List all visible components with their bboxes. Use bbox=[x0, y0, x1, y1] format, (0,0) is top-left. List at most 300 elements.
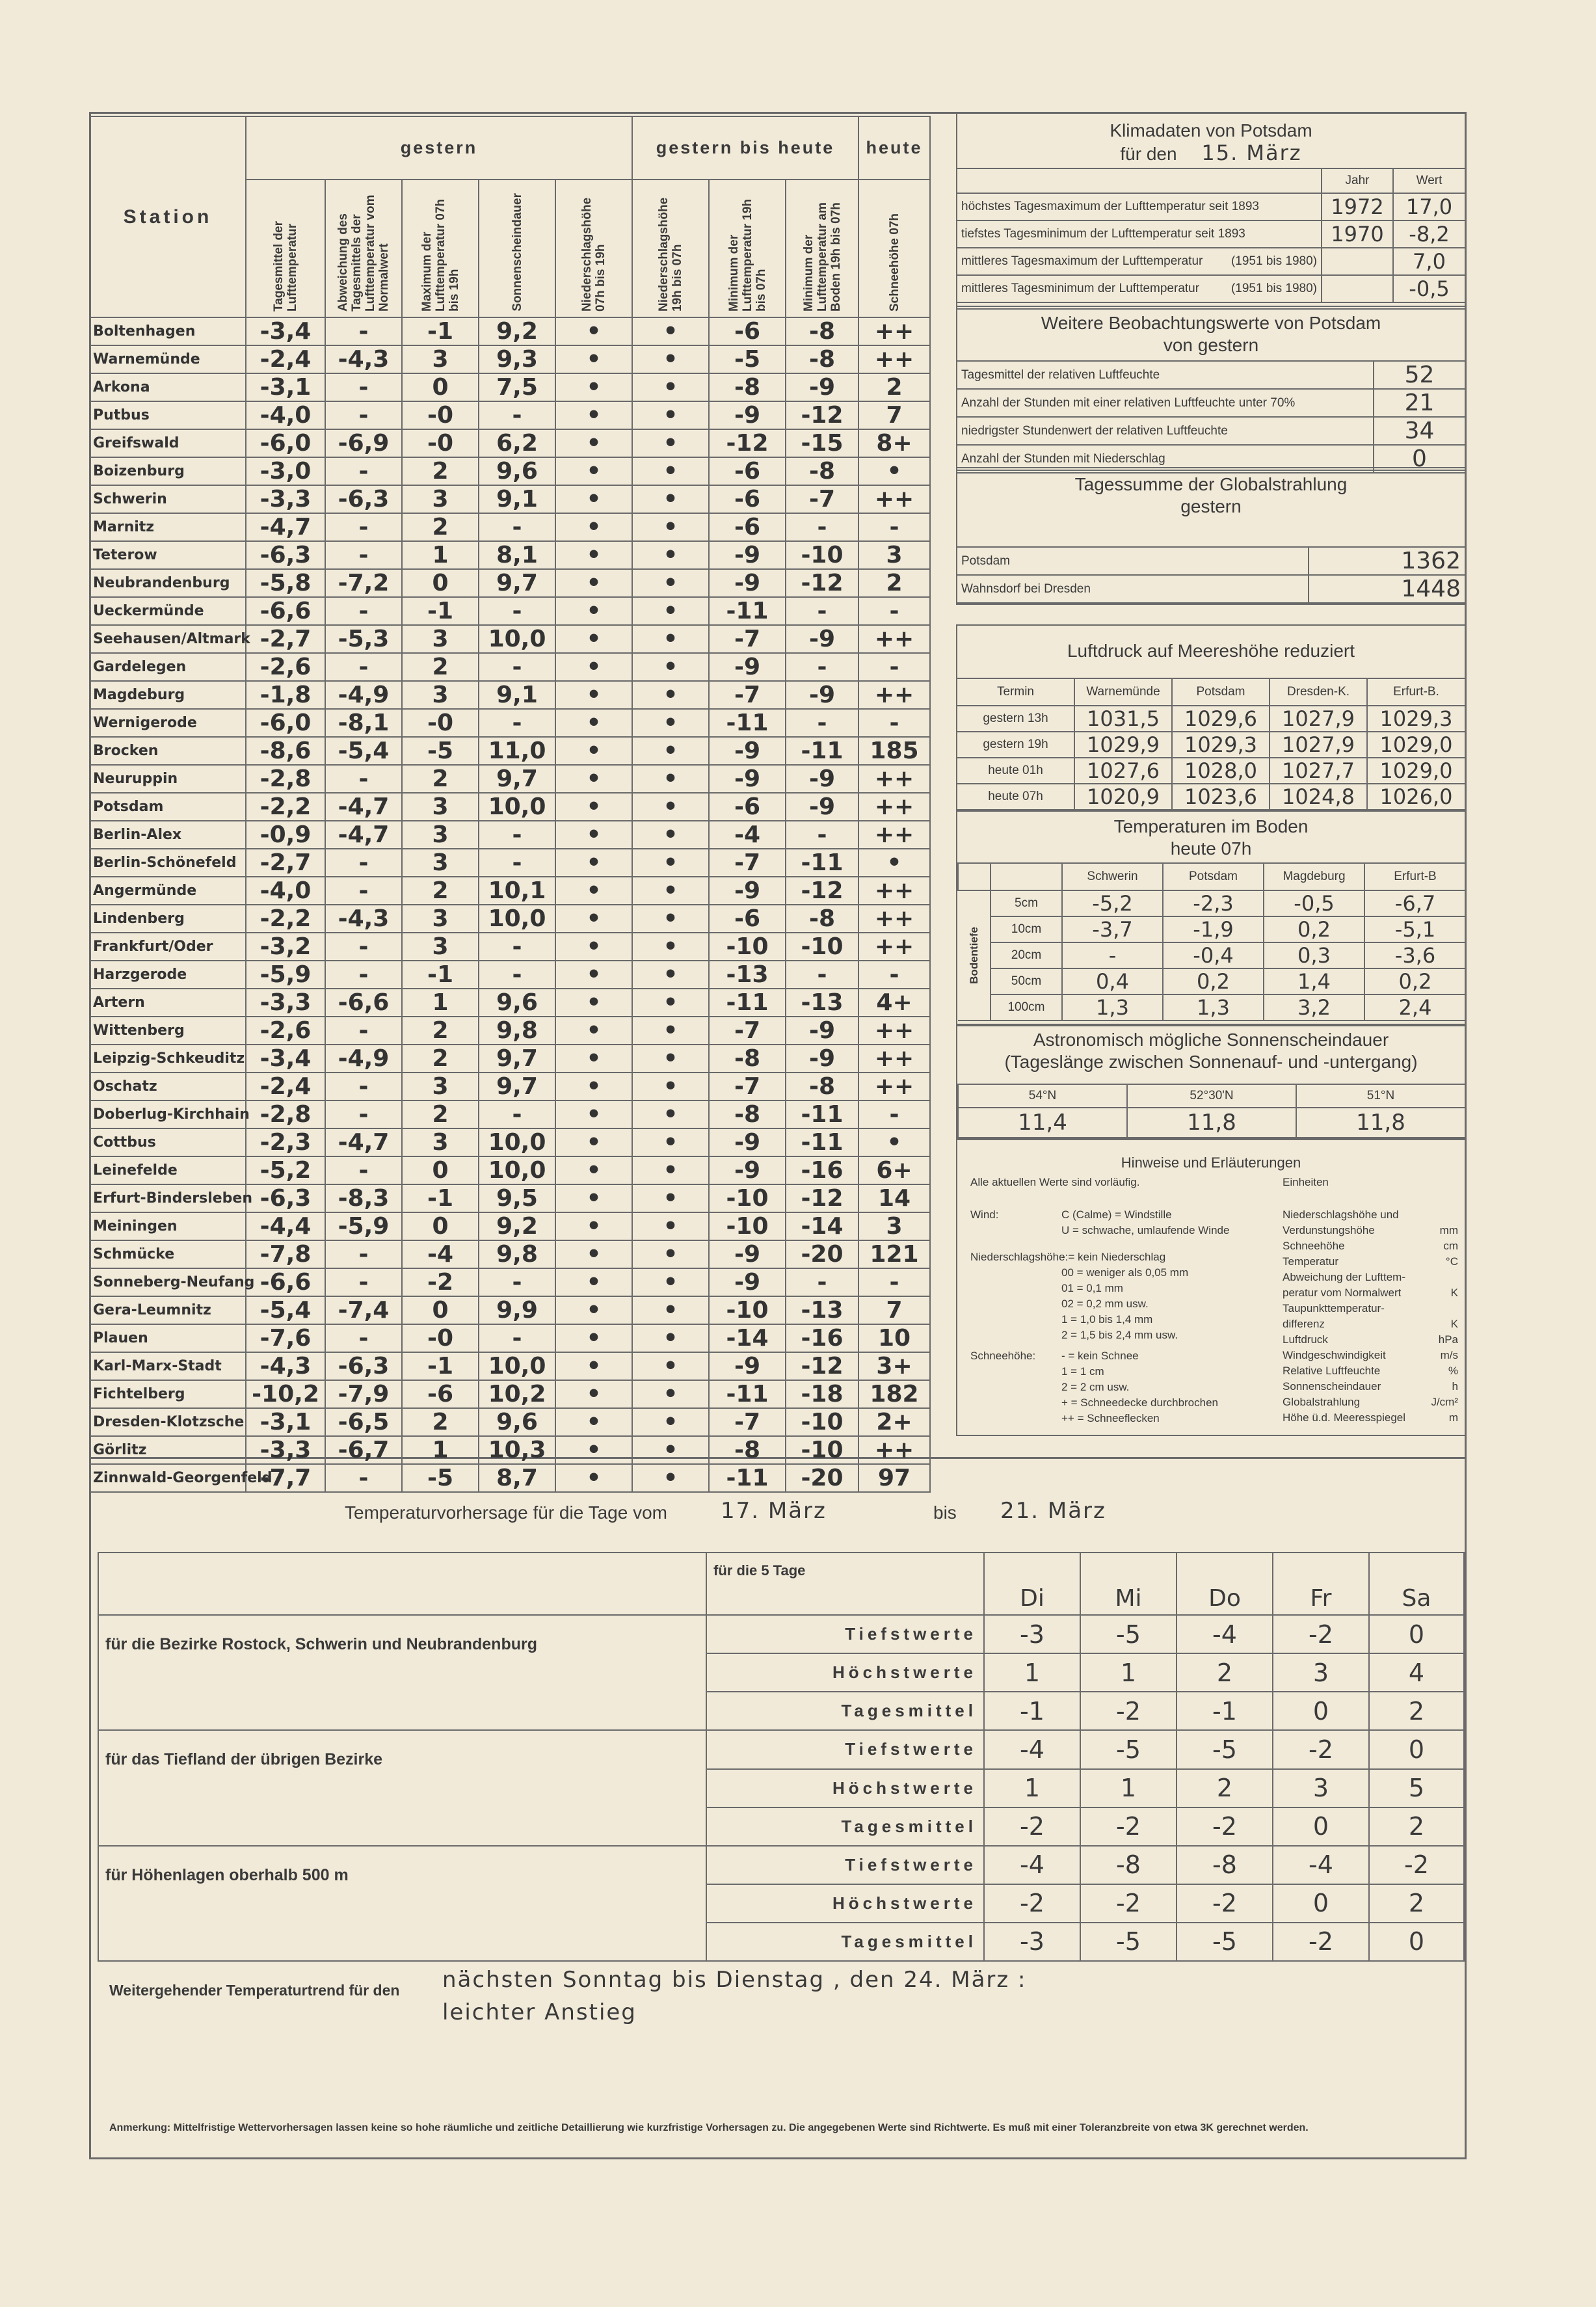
station-value: 3 bbox=[402, 1073, 479, 1100]
station-value: -6,5 bbox=[325, 1408, 402, 1436]
station-value: -1 bbox=[402, 597, 479, 625]
column-header-label: Tagesmittel der Lufttemperatur bbox=[272, 220, 299, 312]
station-value: 2 bbox=[402, 1100, 479, 1128]
station-row bbox=[90, 933, 930, 961]
forecast-value: 4 bbox=[1369, 1653, 1464, 1692]
forecast-value: -5 bbox=[1177, 1923, 1273, 1961]
weitere-body bbox=[957, 361, 1465, 473]
station-value: • bbox=[555, 317, 632, 345]
station-value: -4,7 bbox=[325, 821, 402, 849]
station-value: -6,0 bbox=[246, 429, 325, 457]
station-value: - bbox=[479, 709, 555, 737]
weitere-row-label: niedrigster Stundenwert der relativen Luftfeuchte bbox=[957, 417, 1374, 445]
weitere-row-label: Tagesmittel der relativen Luftfeuchte bbox=[957, 361, 1374, 389]
boden-value: -6,7 bbox=[1364, 890, 1465, 916]
station-value: • bbox=[555, 681, 632, 709]
unit-row bbox=[1283, 1363, 1458, 1379]
station-row bbox=[90, 1128, 930, 1156]
unit-row bbox=[1283, 1410, 1458, 1426]
nieder-legend-item: 2 = 1,5 bis 2,4 mm usw. bbox=[1061, 1329, 1178, 1341]
forecast-value: -4 bbox=[1177, 1615, 1273, 1653]
station-row bbox=[90, 429, 930, 457]
station-value: • bbox=[632, 1100, 709, 1128]
global-row-label: Wahnsdorf bei Dresden bbox=[957, 575, 1309, 603]
station-value: 3 bbox=[402, 345, 479, 373]
station-value: -8 bbox=[709, 1100, 786, 1128]
sonne-header-row bbox=[958, 1084, 1465, 1108]
unit-row bbox=[1283, 1394, 1458, 1410]
station-value: - bbox=[325, 849, 402, 877]
station-value: 8+ bbox=[858, 429, 930, 457]
klimadaten-panel bbox=[956, 112, 1466, 310]
station-value: 9,7 bbox=[479, 765, 555, 793]
station-value: -6,3 bbox=[246, 1184, 325, 1212]
station-value: 3 bbox=[402, 933, 479, 961]
unit-label: Abweichung der Lufttem- bbox=[1283, 1271, 1405, 1283]
forecast-value: -4 bbox=[984, 1730, 1080, 1768]
station-value: -5,2 bbox=[246, 1156, 325, 1184]
station-value: -4 bbox=[709, 821, 786, 849]
luftdruck-header: Erfurt-B. bbox=[1367, 678, 1465, 706]
forecast-row-label: Tiefstwerte bbox=[706, 1846, 984, 1884]
station-name: Lindenberg bbox=[90, 905, 246, 933]
station-value: - bbox=[479, 961, 555, 989]
station-value: 2 bbox=[402, 1017, 479, 1045]
station-value: 9,5 bbox=[479, 1184, 555, 1212]
boden-title: Temperaturen im Boden bbox=[1113, 816, 1309, 836]
klimadaten-date: 15. März bbox=[1201, 140, 1302, 165]
station-value: 10,2 bbox=[479, 1380, 555, 1408]
station-value: - bbox=[858, 961, 930, 989]
station-value: -12 bbox=[786, 877, 858, 905]
station-value: -5,3 bbox=[325, 625, 402, 653]
station-row bbox=[90, 1240, 930, 1268]
station-row bbox=[90, 961, 930, 989]
station-value: 3 bbox=[402, 485, 479, 513]
station-value: -18 bbox=[786, 1380, 858, 1408]
station-value: -7 bbox=[709, 1073, 786, 1100]
station-value: • bbox=[555, 625, 632, 653]
station-name: Wernigerode bbox=[90, 709, 246, 737]
unit-label: Globalstrahlung bbox=[1283, 1396, 1361, 1408]
station-value: -9 bbox=[709, 1128, 786, 1156]
column-header-3 bbox=[402, 180, 479, 317]
station-value: -9 bbox=[709, 541, 786, 569]
luftdruck-value: 1029,0 bbox=[1367, 758, 1465, 784]
station-row bbox=[90, 1436, 930, 1464]
station-value: 2 bbox=[402, 877, 479, 905]
luftdruck-value: 1024,8 bbox=[1270, 784, 1367, 810]
luftdruck-value: 1029,0 bbox=[1367, 732, 1465, 758]
station-value: 4+ bbox=[858, 989, 930, 1017]
station-value: • bbox=[632, 961, 709, 989]
luftdruck-value: 1028,0 bbox=[1172, 758, 1270, 784]
forecast-row-label: Tiefstwerte bbox=[706, 1615, 984, 1653]
station-value: -3,1 bbox=[246, 1408, 325, 1436]
sonne-value: 11,4 bbox=[958, 1108, 1127, 1138]
station-value: -10 bbox=[786, 1408, 858, 1436]
luftdruck-termin: gestern 13h bbox=[957, 706, 1074, 732]
unit-symbol: cm bbox=[1443, 1240, 1458, 1252]
station-value: ++ bbox=[858, 625, 930, 653]
station-value: - bbox=[325, 1100, 402, 1128]
station-value: -12 bbox=[786, 1352, 858, 1380]
station-name: Frankfurt/Oder bbox=[90, 933, 246, 961]
station-value: • bbox=[632, 1184, 709, 1212]
forecast-value: -1 bbox=[1177, 1692, 1273, 1730]
station-value: 9,3 bbox=[479, 345, 555, 373]
klima-row bbox=[957, 275, 1465, 302]
station-value: -10 bbox=[786, 933, 858, 961]
forecast-value: -3 bbox=[984, 1615, 1080, 1653]
station-value: 9,6 bbox=[479, 989, 555, 1017]
klima-row-period: (1951 bis 1980) bbox=[1230, 254, 1317, 268]
forecast-to: 21. März bbox=[1000, 1498, 1106, 1524]
station-value: 97 bbox=[858, 1464, 930, 1492]
weitere-panel bbox=[956, 306, 1466, 471]
column-header-label: Schneehöhe 07h bbox=[887, 213, 901, 312]
station-value: • bbox=[632, 821, 709, 849]
station-row bbox=[90, 1073, 930, 1100]
station-value: 2 bbox=[858, 373, 930, 401]
station-value: • bbox=[555, 653, 632, 681]
station-value: -12 bbox=[709, 429, 786, 457]
station-value: -7 bbox=[786, 485, 858, 513]
sonne-table bbox=[957, 1084, 1466, 1138]
weitere-row-label: Anzahl der Stunden mit Niederschlag bbox=[957, 445, 1374, 473]
station-value: 0 bbox=[402, 1296, 479, 1324]
station-name: Schmücke bbox=[90, 1240, 246, 1268]
station-value: 2 bbox=[402, 513, 479, 541]
unit-symbol: m bbox=[1448, 1411, 1458, 1424]
luftdruck-value: 1029,3 bbox=[1367, 706, 1465, 732]
station-value: • bbox=[555, 1296, 632, 1324]
luftdruck-value: 1020,9 bbox=[1074, 784, 1172, 810]
globalstrahlung-panel bbox=[956, 467, 1466, 605]
boden-value: 0,2 bbox=[1364, 968, 1465, 994]
station-value: ++ bbox=[858, 765, 930, 793]
luftdruck-header: Dresden-K. bbox=[1270, 678, 1367, 706]
station-row bbox=[90, 457, 930, 485]
station-value: -13 bbox=[786, 989, 858, 1017]
station-row bbox=[90, 653, 930, 681]
column-header-4 bbox=[479, 180, 555, 317]
station-value: 10,0 bbox=[479, 1156, 555, 1184]
station-value: 2 bbox=[858, 569, 930, 597]
forecast-body bbox=[98, 1553, 1464, 1961]
station-value: 2+ bbox=[858, 1408, 930, 1436]
global-row-label: Potsdam bbox=[957, 547, 1309, 575]
station-value: • bbox=[632, 513, 709, 541]
klima-row-jahr bbox=[1322, 275, 1393, 302]
unit-label: Temperatur bbox=[1283, 1255, 1338, 1268]
klimadaten-subtitle bbox=[957, 142, 1465, 165]
forecast-value: 0 bbox=[1369, 1615, 1464, 1653]
station-value: -12 bbox=[786, 569, 858, 597]
station-value: -7,7 bbox=[246, 1464, 325, 1492]
station-value: 10 bbox=[858, 1324, 930, 1352]
station-value: 9,1 bbox=[479, 681, 555, 709]
station-value: • bbox=[555, 793, 632, 821]
station-value: - bbox=[786, 653, 858, 681]
station-value: • bbox=[632, 1240, 709, 1268]
station-value: - bbox=[325, 653, 402, 681]
column-header-6 bbox=[632, 180, 709, 317]
forecast-row-label: Höchstwerte bbox=[706, 1884, 984, 1923]
station-value: -3,3 bbox=[246, 485, 325, 513]
station-value: -8,1 bbox=[325, 709, 402, 737]
klimadaten-table bbox=[957, 168, 1465, 303]
trend-label: Weitergehender Temperaturtrend für den bbox=[109, 1982, 400, 1999]
station-value: • bbox=[632, 1408, 709, 1436]
weitere-row-value: 0 bbox=[1374, 445, 1465, 473]
station-value: -10 bbox=[709, 1212, 786, 1240]
station-value: -8 bbox=[786, 905, 858, 933]
station-value: 9,8 bbox=[479, 1017, 555, 1045]
station-value: -6 bbox=[709, 485, 786, 513]
luftdruck-row bbox=[957, 758, 1465, 784]
station-value: • bbox=[632, 793, 709, 821]
klima-row-jahr: 1972 bbox=[1322, 193, 1393, 220]
station-value: -4,4 bbox=[246, 1212, 325, 1240]
station-value: -5,8 bbox=[246, 569, 325, 597]
station-value: 3 bbox=[858, 541, 930, 569]
klima-row-wert: 17,0 bbox=[1393, 193, 1465, 220]
station-name: Fichtelberg bbox=[90, 1380, 246, 1408]
station-value: -1 bbox=[402, 1184, 479, 1212]
station-value: -6 bbox=[709, 793, 786, 821]
station-table bbox=[89, 116, 931, 1493]
station-value: -8 bbox=[786, 1073, 858, 1100]
boden-value: 0,2 bbox=[1264, 916, 1364, 942]
station-name: Berlin-Schönefeld bbox=[90, 849, 246, 877]
station-value: -3,2 bbox=[246, 933, 325, 961]
column-header-label: Abweichung des Tagesmittels der Lufttemperatur vom Normalwert bbox=[336, 194, 391, 312]
forecast-for5: für die 5 Tage bbox=[706, 1553, 984, 1615]
forecast-region: für die Bezirke Rostock, Schwerin und Neubrandenburg bbox=[98, 1615, 706, 1730]
station-value: 0 bbox=[402, 373, 479, 401]
station-value: - bbox=[858, 653, 930, 681]
column-header-2 bbox=[325, 180, 402, 317]
station-value: 3+ bbox=[858, 1352, 930, 1380]
forecast-value: -5 bbox=[1080, 1923, 1177, 1961]
luftdruck-table bbox=[957, 678, 1465, 810]
station-value: -7,4 bbox=[325, 1296, 402, 1324]
boden-depth: 50cm bbox=[991, 968, 1062, 994]
station-name: Meiningen bbox=[90, 1212, 246, 1240]
station-value: -11 bbox=[709, 709, 786, 737]
station-value: -5 bbox=[402, 1464, 479, 1492]
station-value: - bbox=[858, 1268, 930, 1296]
unit-label: Sonnenscheindauer bbox=[1283, 1380, 1381, 1393]
station-value: • bbox=[632, 1212, 709, 1240]
station-value: - bbox=[479, 1324, 555, 1352]
station-row bbox=[90, 625, 930, 653]
weitere-row-value: 34 bbox=[1374, 417, 1465, 445]
station-value: • bbox=[858, 849, 930, 877]
station-value: -2,4 bbox=[246, 1073, 325, 1100]
column-header-7 bbox=[709, 180, 786, 317]
station-value: 7,5 bbox=[479, 373, 555, 401]
weitere-row-value: 52 bbox=[1374, 361, 1465, 389]
boden-header: Magdeburg bbox=[1264, 863, 1364, 890]
unit-row bbox=[1283, 1301, 1458, 1316]
station-value: -3,3 bbox=[246, 989, 325, 1017]
forecast-row-label: Höchstwerte bbox=[706, 1769, 984, 1807]
schnee-legend-item: ++ = Schneeflecken bbox=[1061, 1412, 1160, 1424]
station-value: • bbox=[632, 989, 709, 1017]
station-value: -4,7 bbox=[325, 1128, 402, 1156]
boden-row bbox=[958, 968, 1465, 994]
station-row bbox=[90, 1184, 930, 1212]
station-value: 182 bbox=[858, 1380, 930, 1408]
station-value: ++ bbox=[858, 681, 930, 709]
station-name: Leinefelde bbox=[90, 1156, 246, 1184]
luftdruck-value: 1031,5 bbox=[1074, 706, 1172, 732]
global-title: Tagessumme der Globalstrahlung bbox=[1074, 474, 1348, 494]
station-value: - bbox=[479, 653, 555, 681]
station-value: • bbox=[858, 457, 930, 485]
station-value: -9 bbox=[786, 625, 858, 653]
station-name: Magdeburg bbox=[90, 681, 246, 709]
schneehoehe-legend bbox=[1061, 1348, 1276, 1426]
station-value: 9,7 bbox=[479, 1045, 555, 1073]
station-value: -10,2 bbox=[246, 1380, 325, 1408]
schnee-legend-item: - = kein Schnee bbox=[1061, 1350, 1139, 1362]
klima-row-label-cell bbox=[957, 248, 1322, 275]
station-value: -8 bbox=[786, 345, 858, 373]
forecast-value: -2 bbox=[1177, 1884, 1273, 1923]
station-value: ++ bbox=[858, 485, 930, 513]
boden-side-cell bbox=[958, 890, 991, 1020]
station-value: - bbox=[786, 597, 858, 625]
station-name: Warnemünde bbox=[90, 345, 246, 373]
station-value: 3 bbox=[402, 905, 479, 933]
station-value: -9 bbox=[709, 401, 786, 429]
trend-line-2: leichter Anstieg bbox=[442, 1999, 637, 2025]
station-value: 9,6 bbox=[479, 457, 555, 485]
station-value: • bbox=[555, 933, 632, 961]
forecast-row-label: Tagesmittel bbox=[706, 1923, 984, 1961]
station-value: • bbox=[632, 1352, 709, 1380]
forecast-region: für Höhenlagen oberhalb 500 m bbox=[98, 1846, 706, 1961]
station-name: Harzgerode bbox=[90, 961, 246, 989]
unit-label: peratur vom Normalwert bbox=[1283, 1287, 1402, 1299]
station-value: • bbox=[632, 681, 709, 709]
station-value: -3,3 bbox=[246, 1436, 325, 1464]
boden-value: 3,2 bbox=[1264, 994, 1364, 1020]
boden-panel bbox=[956, 809, 1466, 1026]
station-value: -9 bbox=[786, 373, 858, 401]
station-row bbox=[90, 877, 930, 905]
station-value: • bbox=[632, 1156, 709, 1184]
forecast-day: Mi bbox=[1080, 1553, 1177, 1615]
forecast-value: -2 bbox=[1080, 1692, 1177, 1730]
station-value: -6 bbox=[709, 513, 786, 541]
station-value: ++ bbox=[858, 905, 930, 933]
station-row bbox=[90, 737, 930, 765]
station-value: -9 bbox=[709, 1156, 786, 1184]
station-value: • bbox=[555, 877, 632, 905]
station-value: -2 bbox=[402, 1268, 479, 1296]
unit-row bbox=[1283, 1207, 1458, 1223]
station-value: - bbox=[479, 1268, 555, 1296]
station-value: -12 bbox=[786, 1184, 858, 1212]
station-value: -6 bbox=[709, 905, 786, 933]
station-row bbox=[90, 1156, 930, 1184]
station-value: 11,0 bbox=[479, 737, 555, 765]
column-header-label: Niederschlagshöhe 07h bis 19h bbox=[580, 197, 607, 312]
klimadaten-fuer-den: für den bbox=[1120, 144, 1177, 164]
station-value: - bbox=[479, 597, 555, 625]
column-header-label: Niederschlagshöhe 19h bis 07h bbox=[657, 197, 684, 312]
sonne-header: 52°30'N bbox=[1127, 1084, 1296, 1108]
station-value: -2,3 bbox=[246, 1128, 325, 1156]
nieder-legend-item: 02 = 0,2 mm usw. bbox=[1061, 1298, 1149, 1310]
boden-value: -0,4 bbox=[1163, 942, 1264, 968]
station-value: -9 bbox=[786, 681, 858, 709]
station-row bbox=[90, 709, 930, 737]
hinweise-title: Hinweise und Erläuterungen bbox=[1121, 1154, 1301, 1171]
forecast-value: 2 bbox=[1369, 1807, 1464, 1846]
station-value: 7 bbox=[858, 401, 930, 429]
station-value: • bbox=[555, 373, 632, 401]
station-row bbox=[90, 1352, 930, 1380]
station-value: 2 bbox=[402, 765, 479, 793]
unit-row bbox=[1283, 1316, 1458, 1332]
station-value: -6,7 bbox=[325, 1436, 402, 1464]
unit-symbol: % bbox=[1448, 1365, 1458, 1377]
station-value: • bbox=[632, 317, 709, 345]
forecast-value: -5 bbox=[1080, 1615, 1177, 1653]
nieder-legend-item: 01 = 0,1 mm bbox=[1061, 1282, 1123, 1294]
station-value: 1 bbox=[402, 989, 479, 1017]
station-value: - bbox=[325, 597, 402, 625]
luftdruck-termin: heute 07h bbox=[957, 784, 1074, 810]
station-value: - bbox=[479, 933, 555, 961]
station-value: -3,0 bbox=[246, 457, 325, 485]
forecast-value: 2 bbox=[1369, 1692, 1464, 1730]
station-value: • bbox=[632, 849, 709, 877]
unit-row bbox=[1283, 1379, 1458, 1394]
boden-table bbox=[957, 862, 1465, 1021]
schnee-legend-item: 1 = 1 cm bbox=[1061, 1365, 1104, 1378]
forecast-value: 2 bbox=[1177, 1653, 1273, 1692]
column-header-8 bbox=[786, 180, 858, 317]
station-value: ++ bbox=[858, 1017, 930, 1045]
forecast-header-row bbox=[98, 1553, 1464, 1615]
station-value: • bbox=[632, 485, 709, 513]
forecast-value: 1 bbox=[1080, 1769, 1177, 1807]
station-value: • bbox=[555, 1184, 632, 1212]
boden-value: 2,4 bbox=[1364, 994, 1465, 1020]
hinweise-intro: Alle aktuellen Werte sind vorläufig. bbox=[970, 1176, 1140, 1188]
station-value: - bbox=[325, 317, 402, 345]
station-row bbox=[90, 1212, 930, 1240]
station-value: -10 bbox=[709, 933, 786, 961]
station-name: Ueckermünde bbox=[90, 597, 246, 625]
luftdruck-row bbox=[957, 706, 1465, 732]
forecast-value: -4 bbox=[984, 1846, 1080, 1884]
klima-row-label: höchstes Tagesmaximum der Lufttemperatur seit 1893 bbox=[961, 200, 1259, 213]
station-value: 3 bbox=[402, 849, 479, 877]
station-value: 9,7 bbox=[479, 1073, 555, 1100]
column-header-label: Minimum der Lufttemperatur 19h bis 07h bbox=[726, 198, 768, 312]
schnee-legend-item: + = Schneedecke durchbrochen bbox=[1061, 1396, 1219, 1409]
weitere-row bbox=[957, 389, 1465, 417]
boden-value: -3,6 bbox=[1364, 942, 1465, 968]
boden-depth: 100cm bbox=[991, 994, 1062, 1020]
